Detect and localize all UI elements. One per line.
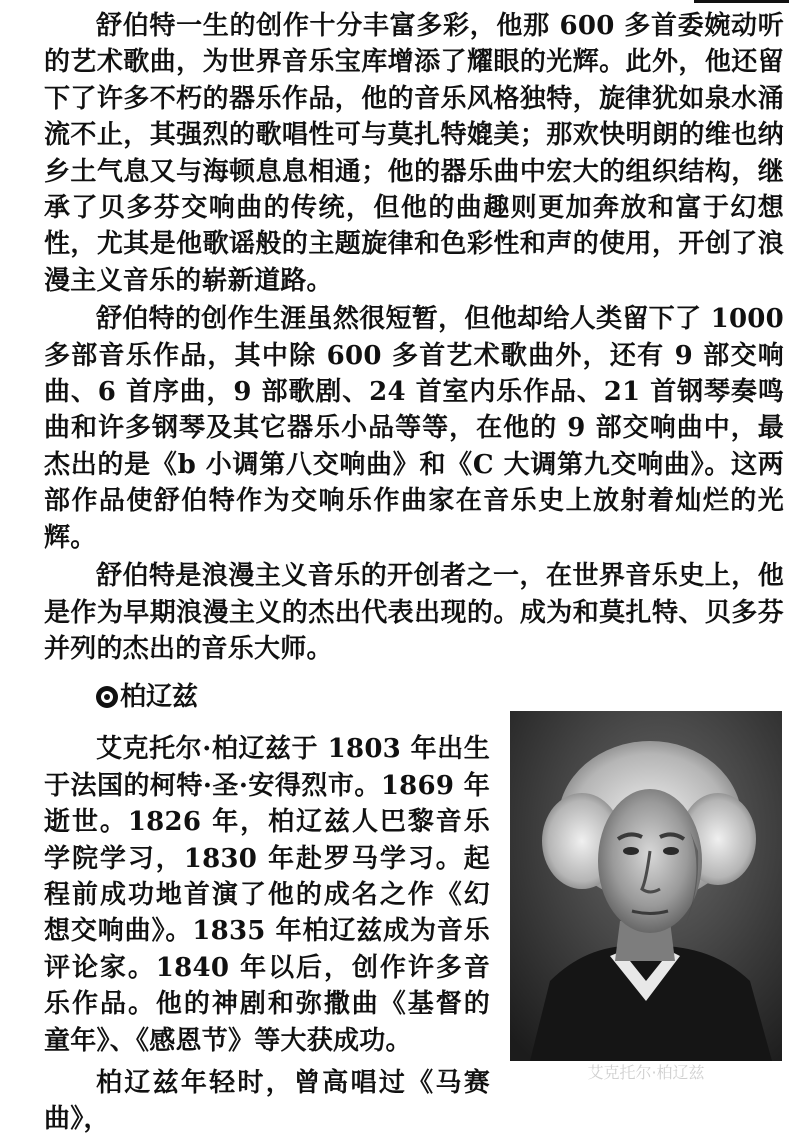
bio-continuation: 柏辽兹年轻时，曾高唱过《马赛曲》，: [44, 1067, 490, 1135]
header-rule: [694, 0, 789, 3]
portrait-svg: [510, 711, 782, 1061]
portrait-photo-icon: [510, 711, 782, 1061]
bio-block: [44, 731, 784, 1137]
paragraph-1: 舒伯特一生的创作十分丰富多彩，他那 600 多首委婉动听的艺术歌曲，为世界音乐宝库增添了耀眼的光辉。此外，他还留下了许多不朽的器乐作品，他的音乐风格独特，旋律犹如泉水涌流不止，其强烈的歌唱性可与莫扎特媲美；那欢快明朗的维也纳乡土气息又与海顿息息相通；他的器乐曲中宏大的组织结构，继承了贝多芬交响曲的传统，但他的曲趣则更加奔放和富于幻想性，尤其是他歌谣般的主题旋律和色彩性和声的使用，开创了浪漫主义音乐的崭新道路。: [44, 11, 784, 296]
bio-text-column: [44, 731, 490, 1137]
section-title: 柏辽兹: [120, 682, 199, 713]
paragraph-2: 舒伯特的创作生涯虽然很短暂，但他却给人类留下了 1000 多部音乐作品，其中除 600 多首艺术歌曲外，还有 9 部交响曲、6 首序曲，9 部歌剧、24 首室内乐作品、21 首钢琴奏鸣曲和许多钢琴及其它器乐小品等等，在他的 9 部交响曲中，最杰出的是《b 小调第八交响曲》和《C 大调第九交响曲》。这两部作品使舒伯特作为交响乐作曲家在音乐史上放射着灿烂的光辉。: [44, 304, 784, 553]
paragraph-3: 舒伯特是浪漫主义音乐的开创者之一，在世界音乐史上，他是作为早期浪漫主义的杰出代表出现的。成为和莫扎特、贝多芬并列的杰出的音乐大师。: [44, 561, 784, 664]
portrait-caption: 艾克托尔·柏辽兹: [587, 1063, 705, 1083]
bio-paragraph: 艾克托尔·柏辽兹于 1803 年出生于法国的柯特·圣·安得烈市。1869 年逝世。1826 年，柏辽兹人巴黎音乐学院学习，1830 年赴罗马学习。起程前成功地首演了他的成名之作《幻想交响曲》。1835 年柏辽兹成为音乐评论家。1840 年以后，创作许多音乐作品。他的神剧和弥撒曲《基督的童年》、《感恩节》等大获成功。: [44, 734, 490, 1056]
page-body: [44, 8, 784, 1138]
bullet-icon: [96, 686, 118, 708]
section-heading: [44, 679, 784, 715]
